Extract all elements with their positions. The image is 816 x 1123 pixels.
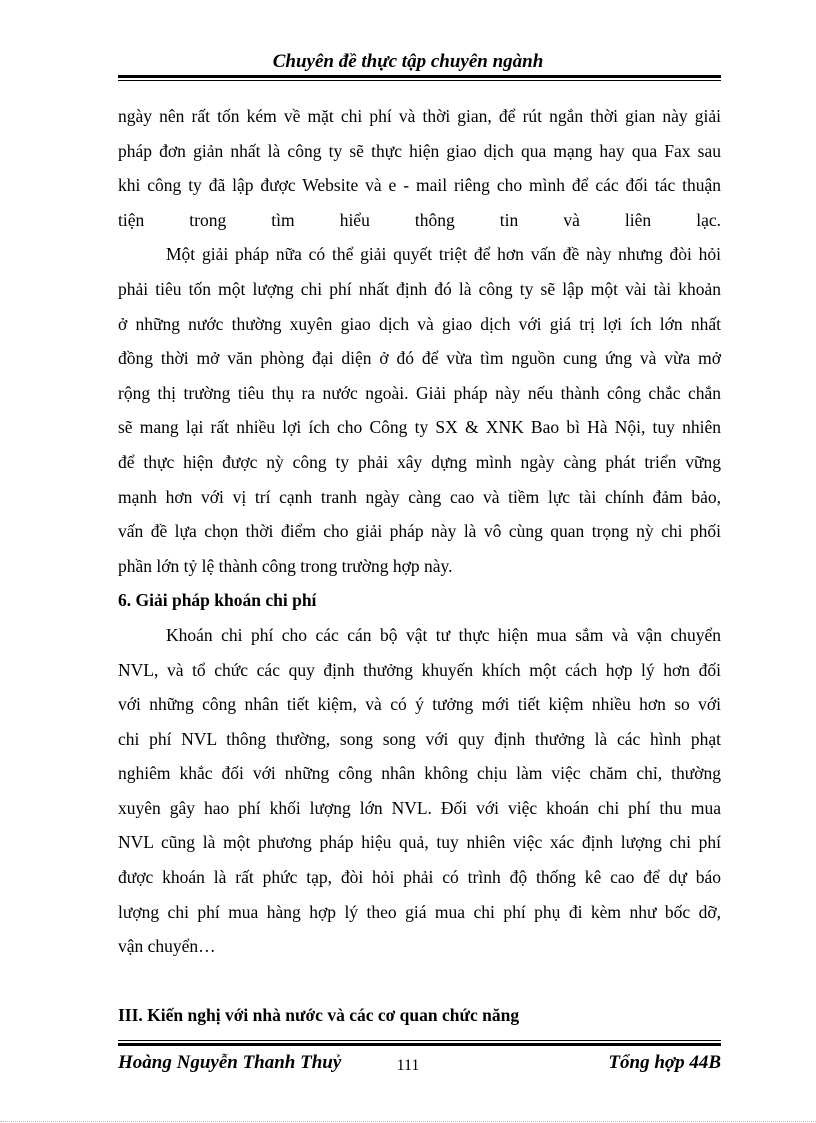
text-line: pháp đơn giản nhất là công ty sẽ thực hiện giao dịch qua mạng hay qua Fax sau [118,140,721,161]
blank-line [118,964,721,999]
text-line: vận chuyển… [118,936,216,957]
text-line: với những công nhân tiết kiệm, và có ý tưởng mới tiết kiệm nhiều hơn so với [118,694,721,715]
text-line: đồng thời mở văn phòng đại diện ở đó để vừa tìm nguồn cung ứng và vừa mở [118,348,721,369]
section-heading-iii: III. Kiến nghị với nhà nước và các cơ quan chức năng [118,1005,520,1026]
text-line: xuyên gây hao phí khối lượng lớn NVL. Đối với việc khoán chi phí thu mua [118,797,721,818]
paragraph-1 [118,99,721,237]
text-line: ngày nên rất tốn kém về mặt chi phí và thời gian, để rút ngắn thời gian này giải [118,106,721,126]
text-line: Khoán chi phí cho các cán bộ vật tư thực hiện mua sắm và vận chuyển [166,624,721,645]
text-line: vấn đề lựa chọn thời điểm cho giải pháp này là vô cùng quan trọng nỳ chi phối [118,521,721,542]
text-line: ở những nước thường xuyên giao dịch và giao dịch với giá trị lợi ích lớn nhất [118,313,721,334]
text-line: khi công ty đã lập được Website và e - mail riêng cho mình để các đối tác thuận [118,175,721,196]
text-line: mạnh hơn với vị trí cạnh tranh ngày càng cao và tiềm lực tài chính đảm bảo, [118,486,721,507]
text-line: tiện trong tìm hiểu thông tin và liên lạc. [118,209,721,230]
paragraph-3 [118,618,721,964]
page-number: 111 [396,1057,420,1074]
text-line: rộng thị trường tiêu thụ ra nước ngoài. Giải pháp này nếu thành công chắc chắn [118,382,721,403]
text-line: được khoán là rất phức tạp, đòi hỏi phải có trình độ thống kê cao để dự báo [118,867,721,888]
document-body [118,99,721,1033]
footer-class-name: Tổng hợp 44B [608,1052,721,1073]
paragraph-2 [118,237,721,583]
text-line: phần lớn tỷ lệ thành công trong trường hợp này. [118,555,453,576]
text-line: phải tiêu tốn một lượng chi phí nhất định đó là công ty sẽ lập một vài tài khoản [118,278,721,299]
text-line: Một giải pháp nữa có thể giải quyết triệt để hơn vấn đề này nhưng đòi hỏi [166,244,721,265]
text-line: NVL cũng là một phương pháp hiệu quả, tuy nhiên việc xác định lượng chi phí [118,832,721,853]
text-line: lượng chi phí mua hàng hợp lý theo giá mua chi phí phụ đi kèm như bốc dỡ, [118,901,721,922]
text-line: để thực hiện được nỳ công ty phải xây dựng mình ngày càng phát triển vững [118,451,721,472]
footer-rule-thin [118,1040,721,1041]
header-rule-thick [118,75,721,78]
text-line: chi phí NVL thông thường, song song với quy định thưởng là các hình phạt [118,728,721,749]
text-line: nghiêm khắc đối với những công nhân không chịu làm việc chăm chỉ, thường [118,763,721,784]
footer-author: Hoàng Nguyễn Thanh Thuỷ [118,1052,342,1073]
text-line: NVL, và tổ chức các quy định thưởng khuyến khích một cách hợp lý hơn đối [118,659,721,680]
footer-rule-thick [118,1043,721,1046]
header-rule-thin [118,80,721,81]
page-header-title: Chuyên đề thực tập chuyên ngành [272,51,544,72]
section-heading-6: 6. Giải pháp khoán chi phí [118,590,317,611]
text-line: sẽ mang lại rất nhiều lợi ích cho Công ty SX & XNK Bao bì Hà Nội, tuy nhiên [118,417,721,438]
